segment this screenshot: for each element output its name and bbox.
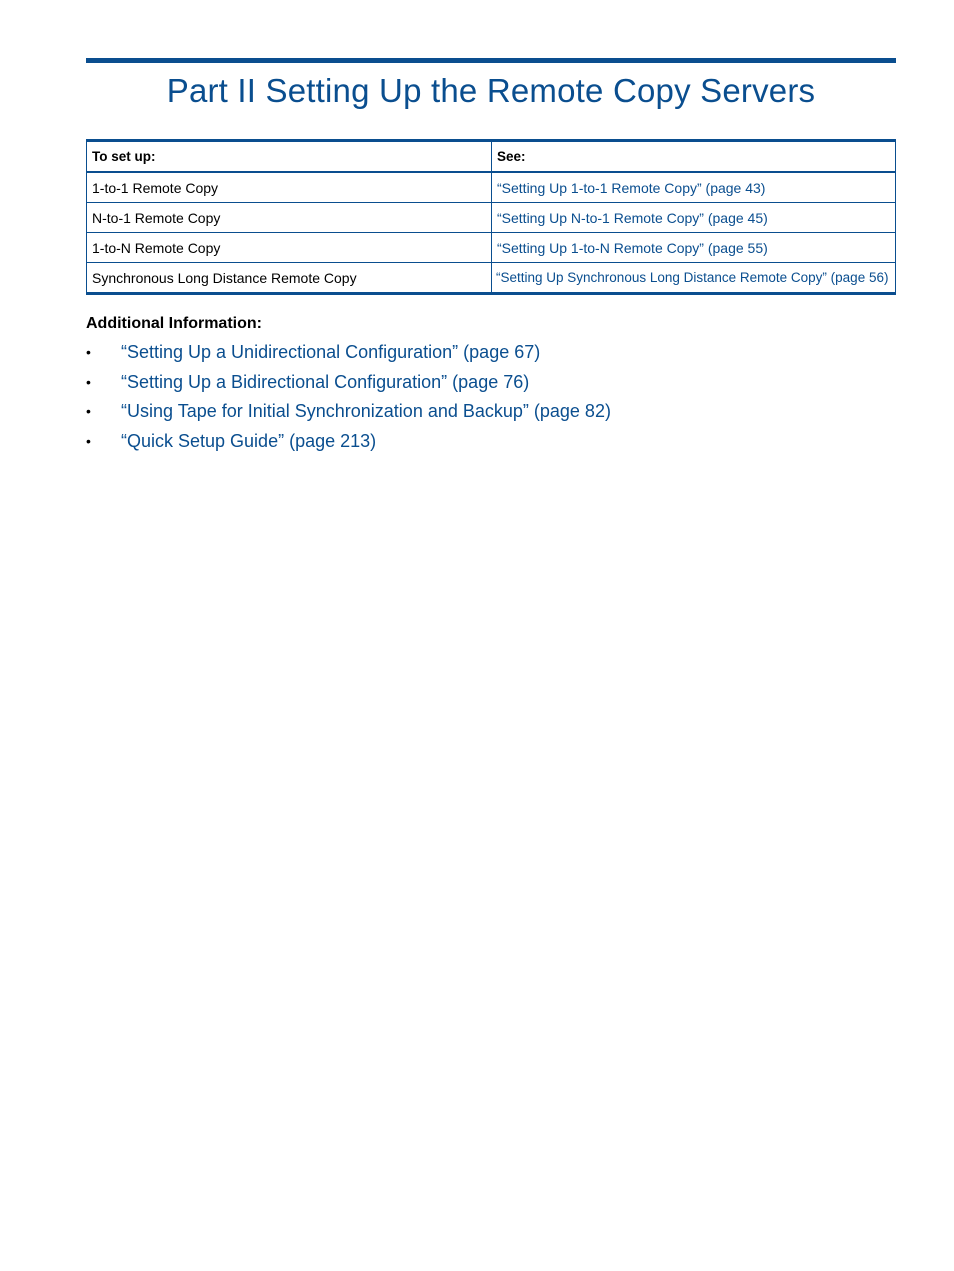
additional-information-list [86,341,896,459]
table-row [87,172,896,203]
document-page [86,58,896,459]
column-header-see: See: [492,141,896,173]
setup-cell: 1-to-1 Remote Copy [87,172,492,203]
bullet-icon: • [86,432,91,449]
see-link-synchronous-long-distance[interactable]: “Setting Up Synchronous Long Distance Remote Copy” (page 56) [496,270,889,285]
link-unidirectional-configuration[interactable]: “Setting Up a Unidirectional Configuration” (page 67) [121,342,541,362]
bullet-icon: • [86,344,91,360]
setup-cell: N-to-1 Remote Copy [87,203,492,233]
see-cell [492,263,896,294]
see-cell [492,203,896,233]
bullet-icon: • [86,403,91,419]
list-item [86,341,896,371]
link-quick-setup-guide[interactable]: “Quick Setup Guide” (page 213) [121,430,377,451]
bullet-icon: • [86,373,91,390]
setup-cell: Synchronous Long Distance Remote Copy [87,263,492,294]
see-link-1-to-1[interactable]: “Setting Up 1-to-1 Remote Copy” (page 43) [497,179,766,196]
link-using-tape-initial-sync[interactable]: “Using Tape for Initial Synchronization and Backup” (page 82) [121,401,611,421]
list-item [86,430,896,460]
column-header-to-set-up: To set up: [87,141,492,173]
link-bidirectional-configuration[interactable]: “Setting Up a Bidirectional Configuration” (page 76) [121,371,530,392]
see-cell [492,172,896,203]
table-row [87,233,896,263]
list-item [86,371,896,401]
table-row [87,203,896,233]
table-header-row [87,141,896,173]
setup-cell: 1-to-N Remote Copy [87,233,492,263]
see-link-n-to-1[interactable]: “Setting Up N-to-1 Remote Copy” (page 45) [497,209,768,226]
list-item [86,400,896,430]
page-title: Part II Setting Up the Remote Copy Servers [166,72,816,109]
additional-information-heading: Additional Information: [86,315,262,332]
see-link-1-to-n[interactable]: “Setting Up 1-to-N Remote Copy” (page 55) [497,239,768,256]
table-row [87,263,896,294]
see-cell [492,233,896,263]
setup-reference-table [86,139,896,295]
title-rule [86,58,896,63]
